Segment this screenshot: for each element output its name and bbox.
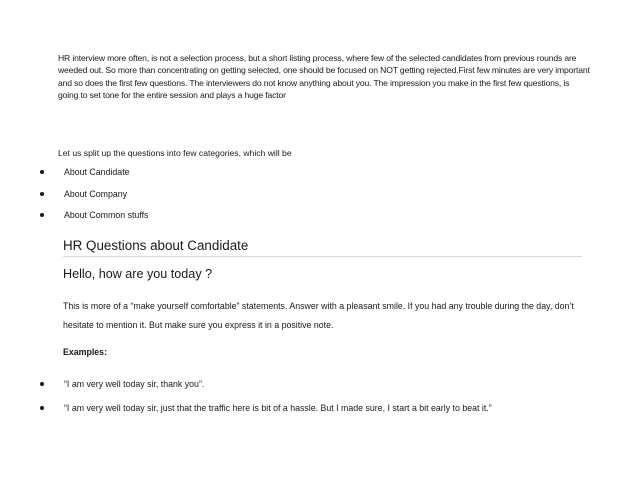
- example-text: “I am very well today sir, thank you”.: [64, 379, 205, 389]
- list-item: [0, 166, 148, 178]
- question-heading: Hello, how are you today ?: [63, 267, 213, 281]
- category-label: About Common stuffs: [64, 210, 149, 220]
- intro-paragraph: HR interview more often, is not a selection process, but a short listing process, where few of the selected candidates from previous rounds are weeded out. So more than concentrating on getting selected, one should be focused on NOT getting rejected.First few minutes are very important and so does the first few questions. The interviewers do not know anything about you. The impression you make in the first few questions, is going to set tone for the entire session and plays a huge factor: [58, 53, 590, 101]
- examples-list: [0, 378, 492, 426]
- examples-label: Examples:: [63, 347, 108, 357]
- category-label: About Company: [64, 188, 128, 199]
- category-list: [0, 166, 148, 231]
- example-text: “I am very well today sir, just that the traffic here is bit of a hassle. But I made sure, I start a bit early to beat it.”: [64, 403, 492, 413]
- list-item: [0, 209, 148, 221]
- list-item: [0, 402, 492, 414]
- section-heading: HR Questions about Candidate: [63, 238, 582, 257]
- list-item: [0, 188, 148, 200]
- answer-paragraph: This is more of a “make yourself comfortable” statements. Answer with a pleasant smile. If you had any trouble during the day, don’t hesitate to mention it. But make sure you express it in a positive note.: [63, 301, 574, 330]
- category-intro-line: Let us split up the questions into few categories, which will be: [58, 148, 292, 158]
- bullet-icon: [40, 406, 44, 410]
- bullet-icon: [40, 213, 44, 217]
- bullet-icon: [40, 382, 44, 386]
- bullet-icon: [40, 192, 44, 196]
- bullet-icon: [40, 170, 44, 174]
- category-label: About Candidate: [64, 167, 130, 177]
- list-item: [0, 378, 492, 390]
